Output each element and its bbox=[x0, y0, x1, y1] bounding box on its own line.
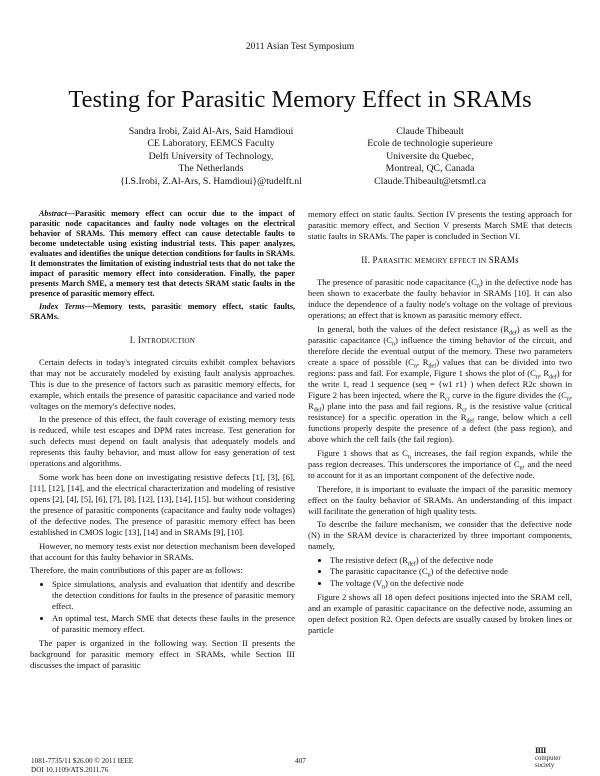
paper-title: Testing for Parasitic Memory Effect in SRAMs bbox=[68, 86, 532, 113]
section-title-end: SRAMs bbox=[488, 255, 519, 266]
footer-copyright bbox=[31, 757, 133, 774]
abstract-text: —Parasitic memory effect can occur due to the impact of parasitic node capacitances and faulty node voltages on the electrical behavior of SRAMs. This memory effect can cause detectable faults to become undetectable using existing industrial tests. This paper analyzes, evaluates and identifies the unique detection conditions for faults in SRAMs. It demonstrates the limitation of existing industrial tests that do not take the impact of parasitic memory effect into consideration. Finally, the paper presents March SME, a memory test that detects SRAM static faults in the presence of parasitic memory effect. bbox=[30, 209, 295, 298]
footer-doi: DOI 10.1109/ATS.2011.76 bbox=[31, 765, 109, 774]
abstract-lead: Abstract bbox=[39, 209, 67, 218]
paragraph: To describe the failure mechanism, we consider that the defective node (N) in the SRAM device is characterized by three important components, namely, bbox=[308, 519, 572, 552]
author-line: Montreal, QC, Canada bbox=[385, 163, 475, 175]
paragraph: Figure 1 shows that as $C_n$ increases, the fail region expands, while the pass region decreases. This underscores the importance of $C_n$, and the need to account for it as an important component of the defective node. bbox=[308, 447, 572, 480]
author-email: {I.S.Irobi, Z.Al-Ars, S. Hamdioui}@tudelft.nl bbox=[120, 175, 302, 187]
author-block-left bbox=[86, 126, 336, 188]
paragraph: In general, both the values of the defect resistance $(R_{def})$ as well as the parasitic capacitance $(C_n)$ influence the timing behavior of the circuit, and therefore decide the eventual output of the memory. These two parameters create a space of possible ($C_n$, $R_{def}$) values that can be divided into two regions: pass and fail. For example, Figure 1 shows the plot of ($C_n$, $R_{def}$) for the write 1, read 1 sequence (seq = {w1 r1} ) when defect R2c shown in Figure 2 has been injected, where the $R_{cr}$ curve in the figure divides the ($C_n$, $R_{def}$) plane into the pass and fail regions. $R_{cr}$ is the resistive value (critical resistance) for a specific operation in the $R_{def}$ range, below which a cell functions properly despite the presence of a defect (the pass region), and above which the cell fails (the fail region). bbox=[308, 323, 573, 445]
index-terms bbox=[30, 302, 295, 322]
index-terms-text: —Memory tests, parasitic memory effect, static faults, SRAMs. bbox=[30, 301, 296, 321]
author-line: Sandra Irobi, Zaid Al-Ars, Said Hamdioui bbox=[128, 126, 294, 137]
list-item: • Spice simulations, analysis and evaluation that identify and describe the detection conditions for faults in the presence of parasitic memory effect. bbox=[52, 579, 295, 612]
right-column bbox=[308, 209, 572, 639]
section-num: I. I bbox=[129, 334, 142, 345]
paragraph: Certain defects in today's integrated circuits exhibit complex behaviors that may not be accurately modeled by existing fault analysis approaches. This is due to the presence of factors such as parasitic memory effects, for example, which entails the presence of parasitic capacitance and varied node voltages on the memory's defective nodes. bbox=[30, 356, 295, 411]
logo-text-line: society bbox=[535, 762, 555, 770]
section-title: NTRODUCTION bbox=[141, 336, 196, 345]
paragraph: The paper is organized in the following way. Section II presents the background for parasitic memory effect in SRAMs, while Section III discusses the impact of parasitic bbox=[30, 637, 295, 670]
logo-text-line: computer bbox=[535, 755, 561, 763]
author-line: CE Laboratory, EEMCS Faculty bbox=[147, 138, 275, 150]
author-line: Ecole de technologie superieure bbox=[367, 138, 493, 150]
section-heading-introduction bbox=[30, 335, 295, 347]
page-number: 407 bbox=[295, 757, 306, 765]
author-email: Claude.Thibeault@etsmtl.ca bbox=[374, 175, 486, 187]
section-num: II. P bbox=[361, 255, 378, 266]
left-column bbox=[30, 209, 295, 673]
abstract bbox=[30, 209, 295, 299]
author-line: The Netherlands bbox=[178, 163, 244, 175]
section-title: ARASITIC MEMORY EFFECT IN bbox=[377, 257, 487, 266]
paragraph: Therefore, it is important to evaluate the impact of the parasitic memory effect on the faulty behavior of SRAMs. An understanding of this impact will facilitate the generation of high quality tests. bbox=[308, 483, 572, 516]
list-item: • The parasitic capacitance $(C_n)$ of the defective node bbox=[330, 566, 572, 577]
logo-mark-icon: ⅡⅡ bbox=[535, 747, 546, 755]
paragraph: In the presence of this effect, the fault coverage of existing memory tests is reduced, while test escapes and DPM rates increase. Test generation for such defects must depend on fault analysis that adequately models and represents this faulty behavior, and must allow for easy generation of test operations and algorithms. bbox=[30, 414, 295, 469]
paragraph: Therefore, the main contributions of this paper are as follows: bbox=[30, 565, 243, 576]
author-line: Universite du Quebec, bbox=[386, 150, 474, 162]
author-block-right bbox=[330, 126, 530, 188]
section-heading-parasitic bbox=[308, 255, 572, 267]
paragraph: The presence of parasitic node capacitance $(C_n)$ in the defective node has been shown to exacerbate the faulty behavior in SRAMs [10]. It can also induce the dependence of a faulty node's voltage on the voltage of previous operations; an effect that is known as parasitic memory effect. bbox=[308, 277, 572, 321]
index-terms-lead: Index Terms bbox=[39, 301, 85, 311]
author-line: Claude Thibeault bbox=[396, 126, 464, 137]
paragraph: Figure 2 shows all 18 open defect positions injected into the SRAM cell, and an example of parasitic capacitance on the defective node, assuming an open defect position R2. Open defects are usually caused by broken lines or particle bbox=[308, 591, 572, 636]
list-item: • The resistive defect $(R_{def})$ of the defective node bbox=[330, 555, 572, 566]
list-item: • The voltage $(V_n)$ on the defective node bbox=[330, 578, 572, 589]
conference-header: 2011 Asian Test Symposium bbox=[245, 42, 355, 52]
author-line: Delft University of Technology, bbox=[148, 150, 274, 162]
contribution-list bbox=[30, 579, 295, 635]
paragraph: However, no memory tests exist nor detection mechanism been developed that account for this faulty behavior in SRAMs. bbox=[30, 540, 295, 562]
paragraph: memory effect on static faults. Section IV presents the testing approach for parasitic memory effect, and Section V presents March SME that detects static faults in SRAMs. The paper is concluded in Section VI. bbox=[308, 209, 572, 242]
computer-society-logo bbox=[535, 748, 575, 770]
paragraph: Some work has been done on investigating resistive defects [1], [3], [6], [11], [12], [14], and the electrical characterization and modeling of resistive opens [2], [4], [5], [6], [7], [8], [12], [13], [14], [15]. but without considering the presence of parasitic components (capacitance and faulty node voltages) of the defective nodes. The presence of parasitic memory effect has been established in CMOS logic [13], [14] and in SRAMs [9], [10]. bbox=[30, 472, 295, 538]
footer-isbn: 1081-7735/11 $26.00 © 2011 IEEE bbox=[31, 757, 134, 765]
list-item: • An optimal test, March SME that detects these faults in the presence of parasitic memory effect. bbox=[52, 613, 295, 635]
component-list bbox=[308, 555, 572, 589]
